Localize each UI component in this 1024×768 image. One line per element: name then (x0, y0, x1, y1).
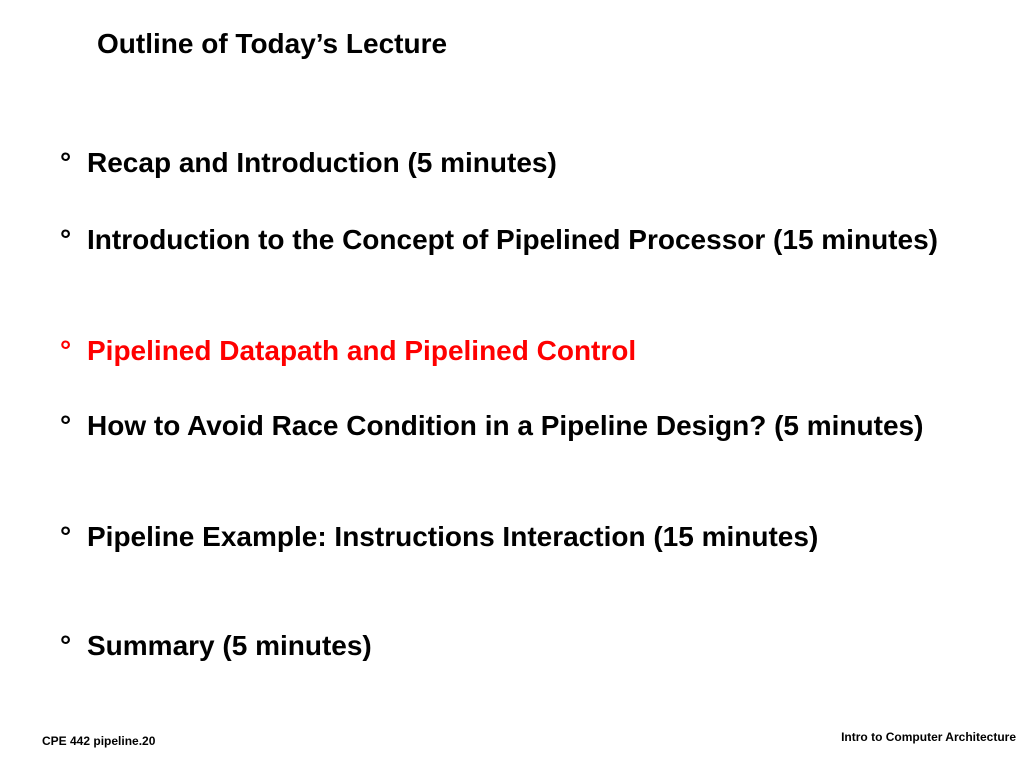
bullet-text: Pipelined Datapath and Pipelined Control (87, 335, 637, 366)
bullet-marker: ° (60, 410, 72, 441)
bullet-item-race-condition (60, 408, 980, 444)
bullet-item-pipelined-processor (60, 222, 980, 258)
bullet-item-summary (60, 628, 980, 664)
bullet-text: Pipeline Example: Instructions Interaction (15 minutes) (87, 521, 819, 552)
slide-title: Outline of Today’s Lecture (97, 28, 448, 59)
bullet-marker: ° (60, 335, 72, 366)
bullet-text: Summary (5 minutes) (87, 630, 372, 661)
bullet-text: How to Avoid Race Condition in a Pipeline Design? (5 minutes) (87, 410, 924, 441)
bullet-marker: ° (60, 224, 72, 255)
bullet-item-pipeline-example (60, 519, 980, 555)
bullet-marker: ° (60, 521, 72, 552)
bullet-text: Introduction to the Concept of Pipelined Processor (15 minutes) (87, 224, 938, 255)
bullet-item-datapath-control (60, 333, 980, 369)
footer-course-title: Intro to Computer Architecture (841, 730, 1016, 744)
bullet-marker: ° (60, 630, 72, 661)
bullet-text: Recap and Introduction (5 minutes) (87, 147, 557, 178)
bullet-item-recap (60, 145, 980, 181)
bullet-marker: ° (60, 147, 72, 178)
footer-slide-number: CPE 442 pipeline.20 (42, 734, 156, 748)
